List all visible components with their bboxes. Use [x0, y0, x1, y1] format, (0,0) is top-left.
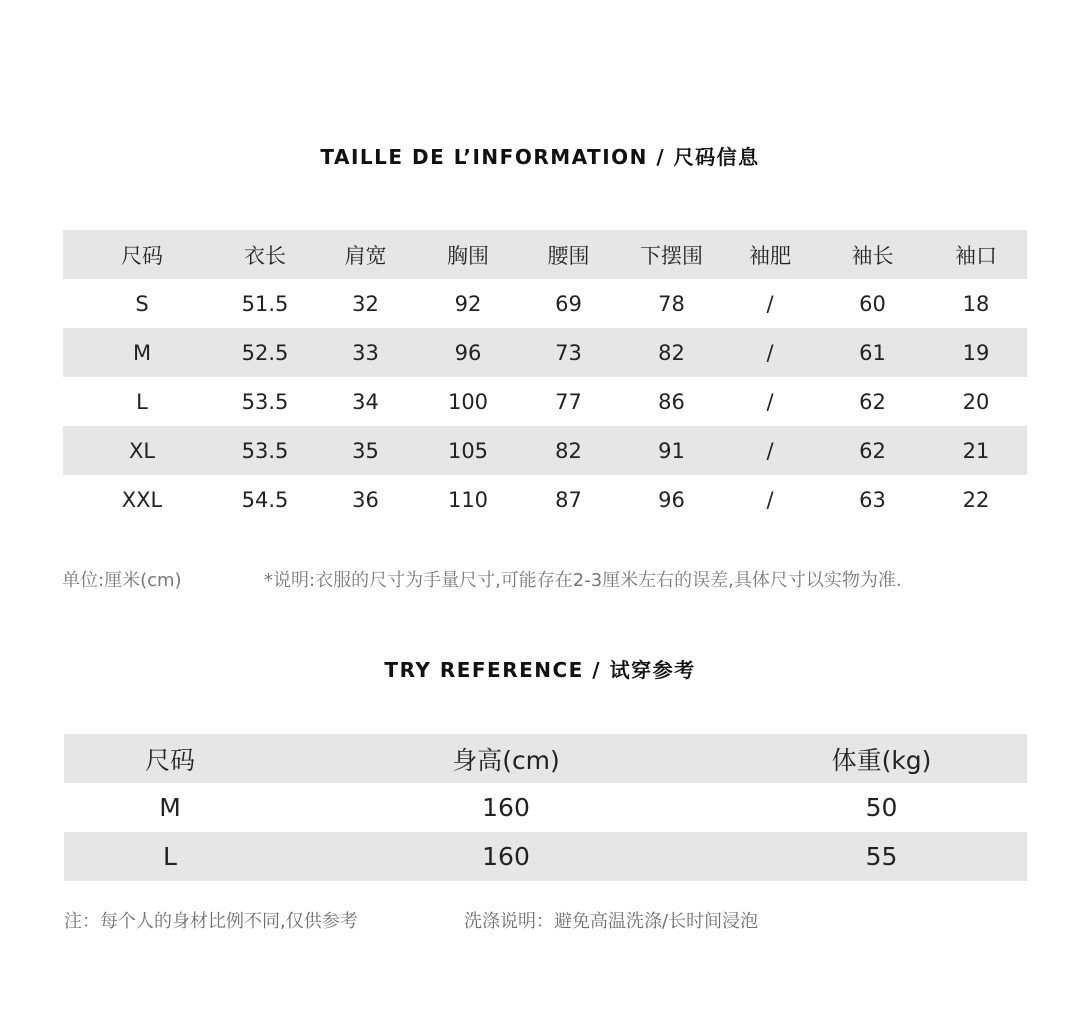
header-cell: 袖肥 — [749, 243, 791, 268]
table-cell: 19 — [962, 340, 990, 365]
table-cell: 82 — [658, 340, 685, 365]
table-cell: 51.5 — [241, 291, 289, 316]
table-cell: 20 — [962, 389, 990, 414]
table-cell: 105 — [447, 438, 489, 463]
table-cell: / — [766, 389, 774, 414]
table-cell: 18 — [962, 291, 990, 316]
table-cell: 82 — [555, 438, 582, 463]
table-cell: 160 — [482, 793, 530, 822]
table-cell: L — [163, 842, 177, 871]
table-cell: S — [135, 291, 149, 316]
try-reference-title: TRY REFERENCE / 试穿参考 — [384, 658, 696, 682]
table-cell: 110 — [447, 487, 489, 512]
table-cell: M — [132, 340, 152, 365]
table-cell: 32 — [352, 291, 379, 316]
try-reference-table — [64, 734, 1027, 881]
table-cell: 55 — [865, 842, 898, 871]
table-cell: 35 — [352, 438, 379, 463]
table-cell: / — [766, 487, 774, 512]
table-cell: 100 — [447, 389, 489, 414]
header-cell: 体重(kg) — [831, 745, 932, 775]
table-cell: 86 — [658, 389, 685, 414]
table-cell: 60 — [859, 291, 886, 316]
table-row — [64, 783, 1027, 832]
table-cell: 33 — [352, 340, 379, 365]
table-row — [63, 328, 1027, 377]
table-row — [63, 475, 1027, 524]
table-row — [63, 279, 1027, 328]
header-cell: 下摆围 — [640, 243, 703, 268]
table-cell: 53.5 — [241, 438, 289, 463]
table-cell: 91 — [658, 438, 685, 463]
header-cell: 肩宽 — [344, 243, 387, 268]
table-cell: 21 — [962, 438, 990, 463]
size-info-title: TAILLE DE L’INFORMATION / 尺码信息 — [320, 145, 760, 169]
table-cell: 96 — [658, 487, 685, 512]
table-cell: / — [766, 438, 774, 463]
table-cell: 34 — [352, 389, 379, 414]
table-cell: 87 — [555, 487, 582, 512]
table-cell: 50 — [865, 793, 898, 822]
table-cell: 22 — [962, 487, 990, 512]
table-cell: / — [766, 340, 774, 365]
header-cell: 腰围 — [547, 243, 590, 268]
table-cell: M — [159, 793, 181, 822]
size-table — [63, 230, 1027, 524]
table-cell: 160 — [482, 842, 530, 871]
fit-note: 注：每个人的身材比例不同,仅供参考 — [64, 911, 358, 932]
table-cell: 73 — [555, 340, 582, 365]
table-cell: 36 — [352, 487, 379, 512]
table-cell: L — [136, 389, 148, 414]
table-cell: / — [766, 291, 774, 316]
table-cell: 63 — [859, 487, 886, 512]
header-cell: 袖长 — [851, 243, 894, 268]
header-cell: 尺码 — [144, 745, 195, 775]
size-table-header-row — [63, 230, 1027, 279]
table-cell: XXL — [121, 487, 163, 512]
table-cell: 62 — [859, 389, 886, 414]
table-cell: 61 — [859, 340, 886, 365]
washing-instructions: 洗涤说明：避免高温洗涤/长时间浸泡 — [464, 911, 759, 932]
header-cell: 衣长 — [244, 243, 286, 268]
table-cell: XL — [128, 438, 156, 463]
table-cell: 54.5 — [241, 487, 289, 512]
table-cell: 92 — [454, 291, 482, 316]
table-cell: 69 — [555, 291, 582, 316]
unit-note: 单位:厘米(cm) — [62, 570, 182, 591]
table-cell: 77 — [555, 389, 582, 414]
table-cell: 78 — [658, 291, 685, 316]
table-cell: 96 — [454, 340, 482, 365]
table-row — [64, 832, 1027, 881]
table-cell: 52.5 — [241, 340, 289, 365]
table-cell: 53.5 — [241, 389, 289, 414]
measurement-disclaimer: *说明:衣服的尺寸为手量尺寸,可能存在2-3厘米左右的误差,具体尺寸以实物为准. — [264, 570, 902, 591]
table-row — [63, 426, 1027, 475]
header-cell: 尺码 — [121, 243, 163, 268]
table-cell: 62 — [859, 438, 886, 463]
header-cell: 袖口 — [955, 243, 997, 268]
header-cell: 胸围 — [447, 243, 489, 268]
try-table-header-row — [64, 734, 1027, 783]
table-row — [63, 377, 1027, 426]
header-cell: 身高(cm) — [452, 745, 560, 775]
